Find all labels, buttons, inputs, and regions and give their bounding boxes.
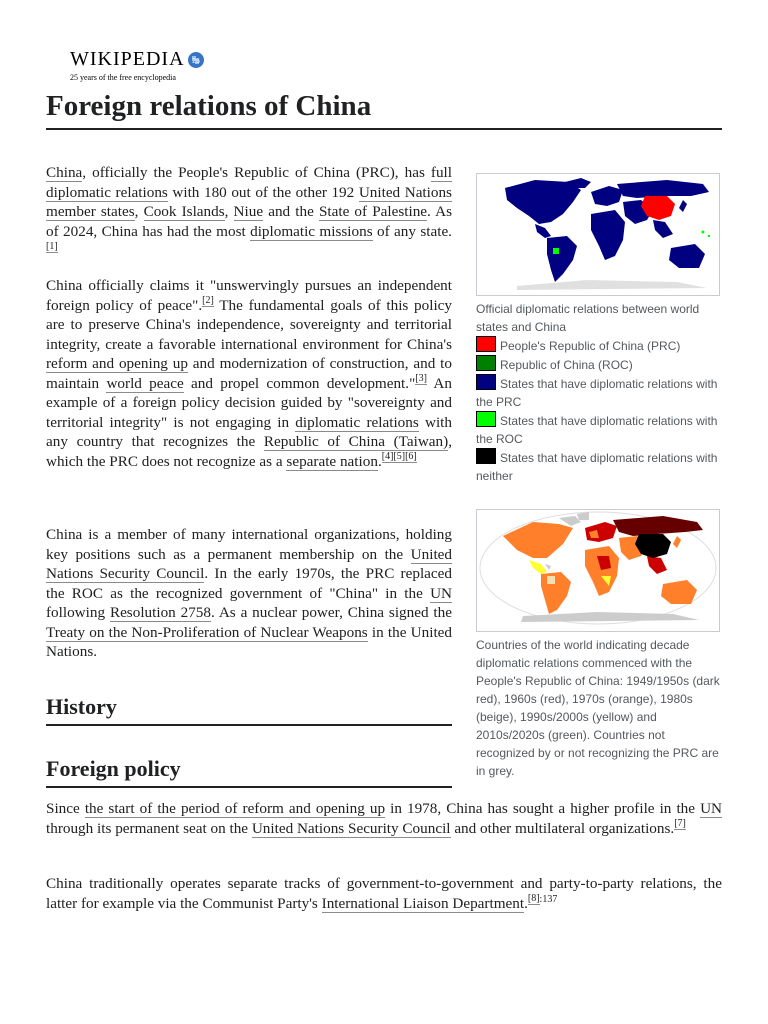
map-decade-relations[interactable] [476, 509, 720, 632]
legend-item-prc: People's Republic of China (PRC) [476, 336, 720, 355]
legend-swatch [476, 411, 496, 427]
figure2-caption: Countries of the world indicating decade diplomatic relations commenced with the People's Republic of China: 1949/1950s (dark red), 1960s (red), 1970s (orange), 1980s (beige), 1990s/2000s (yellow) and 2010s/2020s (green). Countries not recognized by or not recognizing the PRC are in grey. [476, 638, 720, 778]
citation-5[interactable]: [5] [393, 451, 406, 463]
page-title: Foreign relations of China [46, 88, 722, 130]
link-unsc[interactable]: United Nations Security Council [46, 545, 452, 582]
link-un-2[interactable]: UN [700, 800, 723, 817]
wikipedia-tagline: 25 years of the free encyclopedia [70, 73, 176, 82]
link-separate-nation[interactable]: separate nation [286, 452, 378, 470]
policy-paragraph-2: China traditionally operates separate tracks of government-to-government and party-to-party relations, the latter for example via the Communist Party's International Liaison Department.$^{[8]:137}$ [46, 875, 722, 912]
link-unsc-2[interactable]: United Nations Security Council [251, 819, 451, 837]
link-international-liaison-department[interactable]: International Liaison Department [321, 894, 525, 912]
legend-item-neither: States that have diplomatic relations with neither [476, 448, 720, 485]
link-niue[interactable]: Niue [233, 203, 264, 220]
world-map-image [477, 174, 719, 290]
world-map-decades-image [477, 510, 719, 626]
link-state-of-palestine[interactable]: State of Palestine [318, 203, 428, 220]
heading-foreign-policy: Foreign policy [46, 755, 452, 788]
figure-decade-relations [476, 509, 720, 780]
link-china[interactable]: China [46, 164, 83, 181]
link-republic-of-china[interactable]: Republic of China (Taiwan) [263, 433, 449, 450]
link-resolution-2758[interactable]: Resolution 2758 [109, 604, 211, 621]
wikipedia-wordmark: WIKIPEDIA [70, 48, 185, 70]
intro-paragraph-1: China, officially the People's Republic of China (PRC), has full diplomatic relations with 180 out of the other 192 United Nations member states, Cook Islands, Niue and the State of Palestine. As of 2024, China has had the most diplomatic missions of any state.[1] [46, 164, 453, 252]
figure-diplomatic-relations [476, 173, 720, 485]
legend-swatch [476, 374, 496, 390]
link-world-peace[interactable]: world peace [106, 374, 184, 392]
link-start-of-reform[interactable]: the start of the period of reform and opening up [84, 800, 386, 817]
citation-2[interactable]: [2] [202, 295, 214, 307]
link-un-member-states[interactable]: United Nations member states [46, 183, 452, 220]
heading-history: History [46, 693, 452, 726]
citation-8[interactable]: [8] [527, 893, 540, 905]
legend-swatch [476, 336, 496, 352]
puzzle-globe-icon [187, 51, 205, 69]
citation-4[interactable]: [4] [381, 451, 394, 463]
legend-swatch [476, 355, 496, 371]
citation-7[interactable]: [7] [674, 818, 686, 830]
legend-item-roc: Republic of China (ROC) [476, 355, 720, 374]
wikipedia-logo[interactable] [70, 48, 240, 84]
legend-swatch [476, 448, 496, 464]
link-diplomatic-relations[interactable]: diplomatic relations [295, 413, 419, 431]
policy-paragraph-1: Since the start of the period of reform and opening up in 1978, China has sought a higher profile in the UN through its permanent seat on the United Nations Security Council and other multilateral organizations.[7] [46, 800, 723, 837]
svg-text:25: 25 [192, 58, 200, 65]
figure1-caption: Official diplomatic relations between world states and China People's Republic of China (PRC) Republic of China (ROC) States that have diplomatic relations with the PRC States that have diplomatic relations with the ROC States that have diplomatic relations with neither [476, 300, 720, 485]
link-un[interactable]: UN [430, 584, 452, 602]
legend-item-prc-states: States that have diplomatic relations with the PRC [476, 374, 720, 411]
map-diplomatic-relations[interactable] [476, 173, 720, 296]
citation-6[interactable]: [6] [405, 451, 417, 463]
link-cook-islands[interactable]: Cook Islands [143, 203, 225, 220]
intro-paragraph-3: China is a member of many international organizations, holding key positions such as a permanent membership on the United Nations Security Council. In the early 1970s, the PRC replaced the ROC as the recognized government of "China" in the UN following Resolution 2758. As a nuclear power, China signed the Treaty on the Non-Proliferation of Nuclear Weapons in the United Nations. [46, 526, 453, 660]
link-diplomatic-missions[interactable]: diplomatic missions [250, 222, 373, 240]
citation-3[interactable]: [3] [415, 373, 427, 385]
link-npt[interactable]: Treaty on the Non-Proliferation of Nuclear Weapons [46, 623, 368, 641]
link-reform-and-opening-up[interactable]: reform and opening up [46, 355, 188, 372]
legend-item-roc-states: States that have diplomatic relations with the ROC [476, 411, 720, 448]
intro-paragraph-2: China officially claims it "unswervingly pursues an independent foreign policy of peace".[2] The fundamental goals of this policy are to preserve China's independence, sovereignty and territorial integrity, create a favorable international environment for China's reform and opening up and modernization of construction, and to maintain world peace and propel common development."[3] An example of a foreign policy decision guided by "sovereignty and territorial integrity" is not engaging in diplomatic relations with any country that recognizes the Republic of China (Taiwan), which the PRC does not recognize as a separate nation.[4][5][6] [46, 277, 452, 470]
citation-1[interactable]: [1] [46, 240, 58, 252]
link-full-diplomatic-relations[interactable]: full diplomatic relations [46, 164, 452, 201]
